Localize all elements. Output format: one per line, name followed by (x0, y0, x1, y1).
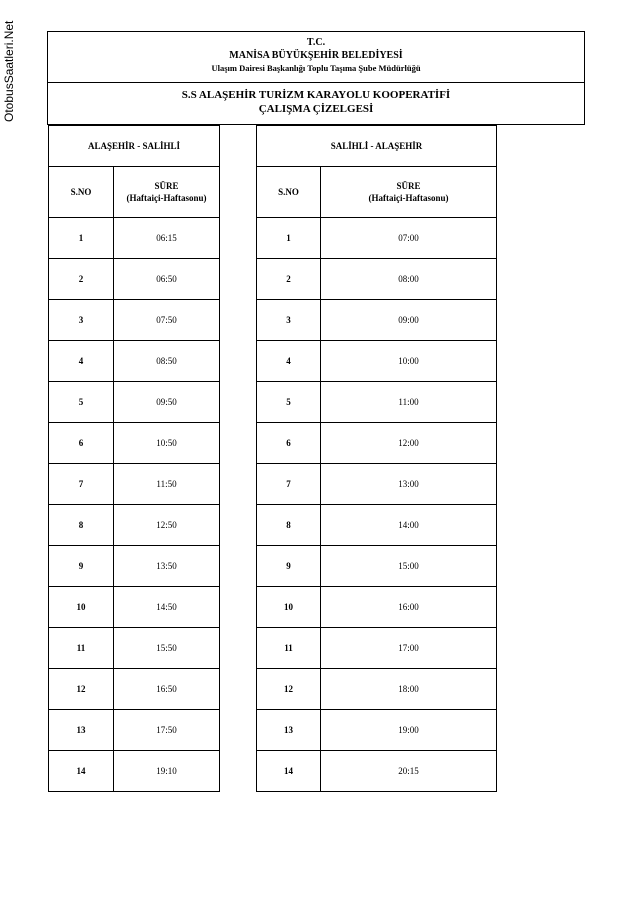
left-departure-time: 14:50 (114, 587, 220, 628)
column-gap (220, 669, 257, 710)
right-departure-time: 14:00 (321, 505, 497, 546)
right-route-title: SALİHLİ - ALAŞEHİR (257, 126, 497, 167)
right-departure-time: 10:00 (321, 341, 497, 382)
left-departure-time: 07:50 (114, 300, 220, 341)
left-departure-time: 13:50 (114, 546, 220, 587)
right-col-no-header: S.NO (257, 167, 321, 218)
left-departure-time: 19:10 (114, 751, 220, 792)
column-gap (220, 382, 257, 423)
column-gap (220, 218, 257, 259)
table-row (49, 587, 497, 628)
right-col-time-label: SÜRE (396, 181, 421, 191)
column-gap (220, 710, 257, 751)
column-gap (220, 423, 257, 464)
watermark-text: OtobusSaatleri.Net (2, 20, 16, 122)
right-departure-no: 10 (257, 587, 321, 628)
right-departure-no: 2 (257, 259, 321, 300)
right-departure-time: 08:00 (321, 259, 497, 300)
table-row (49, 218, 497, 259)
left-col-no-header: S.NO (49, 167, 114, 218)
left-departure-time: 09:50 (114, 382, 220, 423)
right-departure-time: 13:00 (321, 464, 497, 505)
left-col-time-header (114, 167, 220, 218)
table-row (49, 464, 497, 505)
column-gap (220, 464, 257, 505)
left-departure-time: 10:50 (114, 423, 220, 464)
column-gap (220, 300, 257, 341)
right-departure-no: 3 (257, 300, 321, 341)
right-departure-no: 8 (257, 505, 321, 546)
right-departure-time: 16:00 (321, 587, 497, 628)
left-col-time-label: SÜRE (154, 181, 179, 191)
left-departure-time: 06:50 (114, 259, 220, 300)
left-departure-time: 15:50 (114, 628, 220, 669)
left-departure-time: 17:50 (114, 710, 220, 751)
left-departure-no: 8 (49, 505, 114, 546)
left-departure-no: 3 (49, 300, 114, 341)
table-row (49, 259, 497, 300)
table-row (49, 751, 497, 792)
table-row (49, 710, 497, 751)
left-departure-no: 7 (49, 464, 114, 505)
right-departure-no: 14 (257, 751, 321, 792)
column-gap (220, 259, 257, 300)
table-row (49, 382, 497, 423)
left-departure-time: 08:50 (114, 341, 220, 382)
right-departure-no: 1 (257, 218, 321, 259)
right-departure-no: 11 (257, 628, 321, 669)
schedule-table (48, 125, 497, 792)
left-departure-time: 12:50 (114, 505, 220, 546)
left-departure-time: 06:15 (114, 218, 220, 259)
right-departure-no: 5 (257, 382, 321, 423)
column-gap (220, 167, 257, 218)
right-departure-time: 19:00 (321, 710, 497, 751)
column-gap (220, 751, 257, 792)
left-route-title: ALAŞEHİR - SALİHLİ (49, 126, 220, 167)
column-gap (220, 587, 257, 628)
left-departure-no: 1 (49, 218, 114, 259)
document-title (48, 83, 584, 116)
table-row (49, 300, 497, 341)
schedule-title: ÇALIŞMA ÇİZELGESİ (258, 103, 374, 115)
right-departure-time: 09:00 (321, 300, 497, 341)
left-departure-no: 6 (49, 423, 114, 464)
municipality-line: MANİSA BÜYÜKŞEHİR BELEDİYESİ (229, 50, 403, 61)
right-departure-time: 12:00 (321, 423, 497, 464)
right-col-time-sublabel: (Haftaiçi-Haftasonu) (368, 193, 449, 203)
right-departure-no: 6 (257, 423, 321, 464)
left-departure-no: 14 (49, 751, 114, 792)
department-line: Ulaşım Dairesi Başkanlığı Toplu Taşıma Şube Müdürlüğü (211, 63, 421, 73)
left-departure-no: 5 (49, 382, 114, 423)
left-departure-no: 11 (49, 628, 114, 669)
left-departure-no: 12 (49, 669, 114, 710)
table-row (49, 546, 497, 587)
right-col-time-header (321, 167, 497, 218)
column-gap (220, 546, 257, 587)
column-gap (220, 505, 257, 546)
right-departure-no: 9 (257, 546, 321, 587)
document-header (47, 31, 585, 125)
table-row (49, 341, 497, 382)
table-row (49, 423, 497, 464)
table-row (49, 628, 497, 669)
route-title-row (49, 126, 497, 167)
table-row (49, 669, 497, 710)
right-departure-time: 15:00 (321, 546, 497, 587)
left-departure-time: 11:50 (114, 464, 220, 505)
left-departure-no: 9 (49, 546, 114, 587)
cooperative-name: S.S ALAŞEHİR TURİZM KARAYOLU KOOPERATİFİ (181, 89, 451, 101)
left-departure-no: 13 (49, 710, 114, 751)
table-row (49, 505, 497, 546)
right-departure-time: 11:00 (321, 382, 497, 423)
column-gap (220, 126, 257, 167)
right-departure-no: 12 (257, 669, 321, 710)
left-departure-time: 16:50 (114, 669, 220, 710)
right-departure-time: 18:00 (321, 669, 497, 710)
right-departure-no: 7 (257, 464, 321, 505)
right-departure-no: 4 (257, 341, 321, 382)
column-header-row (49, 167, 497, 218)
left-departure-no: 2 (49, 259, 114, 300)
left-departure-no: 4 (49, 341, 114, 382)
institution-block (48, 32, 584, 83)
right-departure-time: 17:00 (321, 628, 497, 669)
right-departure-no: 13 (257, 710, 321, 751)
right-departure-time: 07:00 (321, 218, 497, 259)
right-departure-time: 20:15 (321, 751, 497, 792)
column-gap (220, 628, 257, 669)
left-col-time-sublabel: (Haftaiçi-Haftasonu) (126, 193, 207, 203)
country-line: T.C. (306, 37, 326, 48)
column-gap (220, 341, 257, 382)
left-departure-no: 10 (49, 587, 114, 628)
